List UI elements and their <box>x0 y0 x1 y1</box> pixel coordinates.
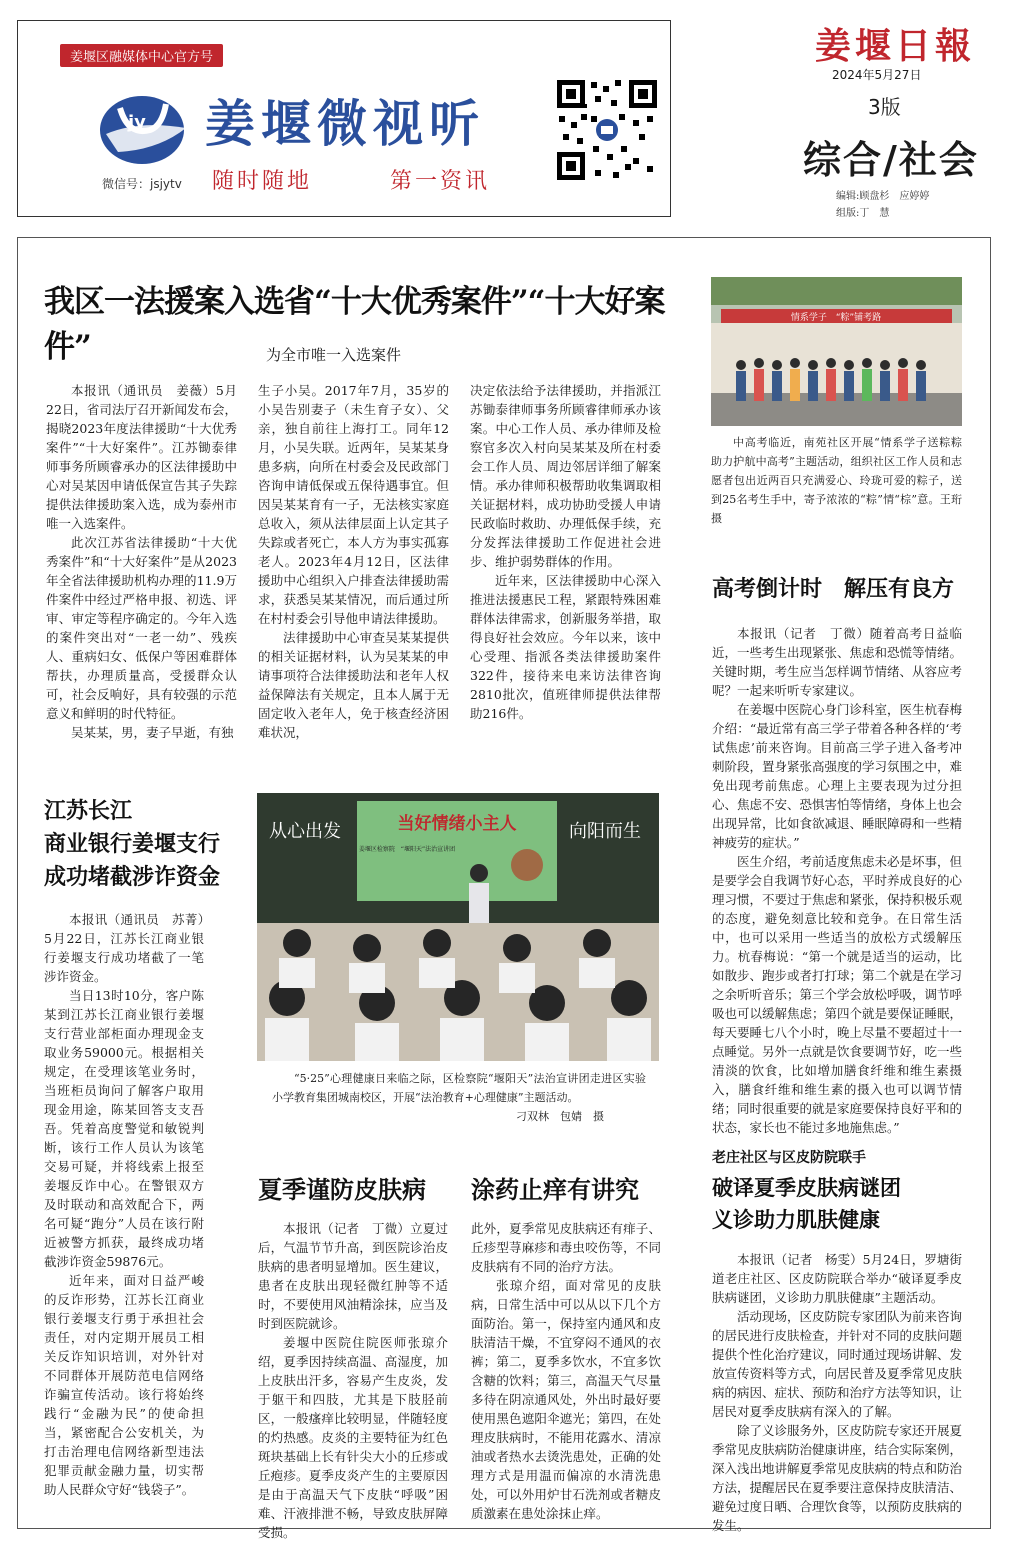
page-number: 3版 <box>868 95 901 119</box>
issue-date: 2024年5月27日 <box>832 68 922 82</box>
clinic-kicker: 老庄社区与区皮防院联手 <box>712 1150 866 1166</box>
section-title: 综合/社会 <box>803 137 979 182</box>
board-small-text: 姜堰区检察院 “堰阳天”法治宣讲团 <box>358 846 456 853</box>
skin-col-2: 此外，夏季常见皮肤病还有痱子、丘疹型荨麻疹和毒虫咬伤等，不同皮肤病有不同的治疗方法。 张琼介绍，面对常见的皮肤病，日常生活中可以从以下几个方面防治。第一，保持室内通风和皮肤清洁干燥，不宜穿闷不通风的衣裤；第二，夏季多饮水，不宜多饮含糖的饮料；第三，高温天气尽量多待在阴凉通风处，外出时最好要使用黑色遮阳伞遮光；第四，在处理皮肤病时，不能用花露水、清凉油或者热水去烫洗患处，正确的处理方式是用温而偏凉的水清洗患处，可以外用炉甘石洗剂或者糖皮质激素在患处涂抹止痒。 <box>471 1221 661 1521</box>
skin-headline-left: 夏季谨防皮肤病 <box>258 1175 426 1204</box>
classroom-credit: 刁双林 包婧 摄 <box>516 1110 604 1123</box>
legal-col-1: 本报讯（通讯员 姜薇）5月22日，省司法厅召开新闻发布会，揭晓2023年度法律援助“十大优秀案件”“十大好案件”。江苏锄泰律师事务所顾睿承办的区法律援助中心对吴某因申请低保宣告其子失踪提供法律援助案入选，成为泰州市唯一入选案件。 此次江苏省法律援助“十大优秀案件”和“十大好案件”是从2023年全省法律援助机构办理的11.9万件案件中经过严格申报、初选、评审、审定等程序确定的。今年入选的案件突出对“一老一幼”、残疾人、重病妇女、低保户等困难群体帮扶，办理质量高，受援群众认可，社会反响好，具有较强的示范意义和鲜明的时代特征。 吴某某，男，妻子早逝，有独 <box>46 383 237 740</box>
logo-icon <box>98 90 190 168</box>
legal-headline: 我区一法援案入选省“十大优秀案件”“十大好案件” <box>44 284 665 365</box>
logo-letters: jy <box>128 112 146 133</box>
editor-credit: 编辑:顾盘杉 应婷婷 <box>836 191 930 202</box>
board-title: 当好情绪小主人 <box>397 814 517 834</box>
newspaper-title: 姜堰日報 <box>815 25 976 67</box>
slogan-1: 随时随地 <box>212 169 313 194</box>
brand-name: 姜堰微视听 <box>205 94 485 153</box>
zongzi-caption: 中高考临近，南苑社区开展“情系学子送粽粽 助力护航中高考”主题活动，组织社区工作人员和志愿者包出近两百只充满爱心、玲珑可爱的粽子，送到25名考生手中，寄予浓浓的“粽”情“棕”意。王珩 摄 <box>711 436 973 525</box>
zongzi-photo <box>711 277 962 426</box>
skin-headline-right: 涂药止痒有讲究 <box>471 1175 639 1204</box>
layout-credit: 组版:丁 慧 <box>836 208 890 219</box>
banner-tag: 姜堰区融媒体中心官方号 <box>60 44 223 67</box>
legal-col-3: 决定依法给予法律援助，并指派江苏锄泰律师事务所顾睿律师承办该案。中心工作人员、承办律师及检察官多次入村向吴某某及所在村委会工作人员、周边邻居详细了解案情。承办律师积极帮助收集调取相关证据材料，成功协助受援人申请民政临时救助、办理低保手续，充分发挥法律援助工作促进社会进步、维护弱势群体的作用。 近年来，区法律援助中心深入推进法援惠民工程，紧跟特殊困难群体法律需求，创新服务举措，取得良好社会效应。今年以来，该中心受理、指派各类法律援助案件322件，接待来电来访法律咨询2810批次，值班律师提供法律帮助216件。 <box>470 383 661 721</box>
legal-col-2: 生子小吴。2017年7月，35岁的小吴告别妻子（未生育子女）、父亲，独自前往上海打工。同年12月，小吴失联。近两年，吴某某身患多病，向所在村委会及民政部门咨询申请低保或五保待遇事宜。但因吴某某育有一子，无法核实家庭总收入，须从法律层面上认定其子失踪或者死亡，本人方为事实孤寡老人。2023年4月12日，区法律援助中心组织入户排查法律援助需求，获悉吴某某情况，而后通过所在村村委会引导他申请法律援助。 法律援助中心审查吴某某提供的相关证据材料，认为吴某某的申请事项符合法律援助法和老年人权益保障法有关规定，且本人属于无固定收入老年人，免于核查经济困难状况， <box>258 383 449 740</box>
wechat-id: 微信号：jsjytv <box>102 177 182 191</box>
clinic-body: 本报讯（记者 杨雯）5月24日，罗塘街道老庄社区、区皮防院联合举办“破译夏季皮肤病谜团，义诊助力肌肤健康”主题活动。 活动现场，区皮防院专家团队为前来咨询的居民进行皮肤检查，并针对不同的皮肤问题提供个性化治疗建议，同时通过现场讲解、发放宣传资料等方式，向居民普及夏季常见皮肤病的病因、症状、预防和治疗方法等知识，让居民对夏季皮肤病有深入的了解。 除了义诊服务外，区皮防院专家还开展夏季常见皮肤病防治健康讲座，结合实际案例，深入浅出地讲解夏季常见皮肤病的特点和防治方法，提醒居民在夏季要注意保持皮肤清洁、避免过度日晒、合理饮食等，以预防皮肤病的发生。 <box>712 1252 963 1533</box>
zongzi-banner-text: 情系学子 “粽”铺考路 <box>790 313 882 323</box>
classroom-photo <box>257 793 659 1061</box>
bank-body: 本报讯（通讯员 苏菁）5月22日，江苏长江商业银行姜堰支行成功堵截了一笔涉诈资金。 当日13时10分，客户陈某到江苏长江商业银行姜堰支行营业部柜面办理现金支取业务59000元。根据相关规定，在受理该笔业务时，当班柜员询问了解客户取用现金用途，陈某回答支支吾吾。凭着高度警觉和敏锐判断，该行工作人员认为该笔交易可疑，并将线索上报至姜堰反诈中心。在警银双方及时联动和高效配合下，两名可疑“跑分”人员在该行附近被警方抓获，最终成功堵截涉诈资金59876元。 近年来，面对日益严峻的反诈形势，江苏长江商业银行姜堰支行勇于承担社会责任，对内定期开展员工相关反诈知识培训，对外针对不同群体开展防范电信网络诈骗宣传活动。该行将始终践行“金融为民”的使命担当，紧密配合公安机关，为打击治理电信网络新型违法犯罪贡献金融力量，切实帮助人民群众守好“钱袋子”。 <box>44 912 204 1497</box>
classroom-caption: “5·25”心理健康日来临之际，区检察院“堰阳天”法治宣讲团走进区实验小学教育集团城南校区，开展“法治教育+心理健康”主题活动。 <box>272 1072 646 1104</box>
clinic-headline: 破译夏季皮肤病谜团 义诊助力肌肤健康 <box>712 1175 901 1232</box>
qr-code-icon[interactable] <box>553 76 661 184</box>
legal-subtitle: 为全市唯一入选案件 <box>266 346 402 364</box>
skin-col-1: 本报讯（记者 丁微）立夏过后，气温节节升高，到医院诊治皮肤病的患者明显增加。医生建议，患者在皮肤出现轻微红肿等不适时，不要使用风油精涂抹，应当及时到医院就诊。 姜堰中医院住院医师张琼介绍，夏季因持续高温、高湿度，加上皮肤出汗多，容易产生皮炎，发于躯干和四肢，尤其是下肢胫前区，一般瘙痒比较明显，伴随轻度的灼热感。皮炎的主要特征为红色斑块基础上长有针尖大小的丘疹或丘疱疹。夏季皮炎产生的主要原因是由于高温天气下皮肤“呼吸”困难、汗液排泄不畅，导致皮肤屏障受损。 <box>258 1221 448 1540</box>
board-left-text: 从心出发 <box>269 821 341 842</box>
board-right-text: 向阳而生 <box>569 821 641 842</box>
slogan-2: 第一资讯 <box>390 169 491 194</box>
exam-headline: 高考倒计时 解压有良方 <box>712 576 955 602</box>
exam-body: 本报讯（记者 丁微）随着高考日益临近，一些考生出现紧张、焦虑和恐慌等情绪。关键时期，考生应当怎样调节情绪、从容应考呢？一起来听听专家建议。 在姜堰中医院心身门诊科室，医生杭春梅介绍：“最近常有高三学子带着各种各样的‘考试焦虑’前来咨询。目前高三学子进入备考冲刺阶段，置身紧张高强度的学习氛围之中，难免出现考前焦虑。心理上主要表现为过分担心、焦虑不安、恐惧害怕等情绪，身体上也会出现异常，比如食欲减退、睡眠障碍和一些精神疲劳的症状。” 医生介绍，考前适度焦虑未必是坏事，但是要学会自我调节好心态，平时养成良好的心理习惯，不要过于焦虑和紧张，保持积极乐观的态度，避免刻意比较和竞争。在日常生活中，也可以采用一些适当的放松方式缓解压力。杭春梅说：“第一个就是适当的运动，比如散步、跑步或者打打球；第二个就是在学习之余听听音乐；第三个学会放松呼吸，调节呼吸也可以缓解焦虑；第四个就是要保证睡眠，每天要睡七八个小时，晚上尽量不要超过十一点睡觉。另外一点就是饮食要调节好，吃一些清淡的饮食，比如增加膳食纤维和维生素摄入，膳食纤维和维生素的摄入也可以调节情绪；同时很重要的就是家庭要保持良好平和的状态，家长也不能过多地施焦虑。” <box>712 626 963 1135</box>
bank-headline: 江苏长江 商业银行姜堰支行 成功堵截涉诈资金 <box>44 798 221 890</box>
